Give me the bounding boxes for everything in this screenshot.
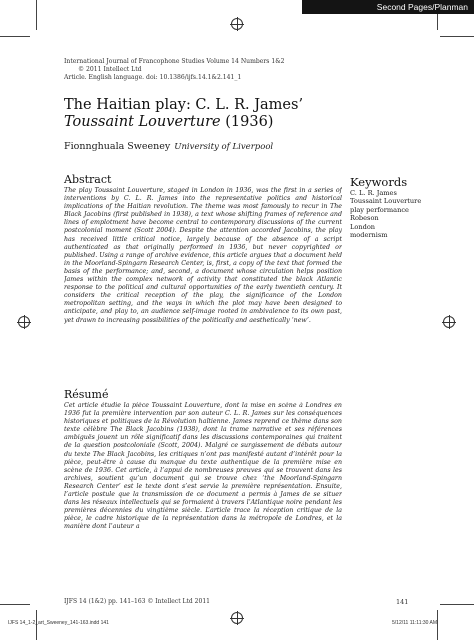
resume-heading: Résumé [64, 388, 109, 401]
footer-citation: IJFS 14 (1&2) pp. 141–163 © Intellect Ltd 2011 [64, 598, 210, 605]
author-name: Fionnghuala Sweeney [64, 141, 171, 152]
abstract-text: The play Toussaint Louverture, staged in London in 1936, was the first in a series of interventions by C. L. R. James into the representative politics and historical implications of the Haitian revolution. The theme was most famously to recur in The Black Jacobins (first published in 1938), a text whose shifting frames of reference and lines of emplotment have become central to contemporary discussions of the current postcolonial moment (Scott 2004). Despite the attention accorded Jacobins, the play has received little critical notice, largely because of the absence of a script authenticated as that originally performed in 1936, but never copyrighted or published. Using a range of archive evidence, this article argues that a document held in the Moorland-Spingarn Research Center, is, first, a copy of the text that formed the basis of the performance; and, second, a document whose circulation helps position James within the complex network of activity that constituted the black Atlantic response to the political and cultural opportunities of the early twentieth century. It considers the critical reception of the play, the significance of the London metropolitan setting, and the ways in which the plot may have been designed to anticipate, and play to, an audience self-image rooted in ambivalence to its own past, yet drawn to increasing possibilities of the politically and aesthetically ‘new’. [64, 187, 342, 324]
crop-mark [437, 610, 438, 640]
copyright-line: © 2011 Intellect Ltd [78, 66, 142, 73]
resume-text: Cet article étudie la pièce Toussaint Louverture, dont la mise en scène à Londres en 1936 fut la première intervention par son auteur C. L. R. James sur les conséquences historiques et politiques de la Révolution haïtienne. James reprend ce thème dans son texte célèbre The Black Jacobins (1938), dont la trame narrative et ses références ambiguës jouent un rôle significatif dans les discussions contemporaines qui traitent de la question postcoloniale (Scott, 2004). Malgré ce surgissement de débats autour du texte The Black Jacobins, les critiques n’ont pas manifesté autant d’intérêt pour la pièce, peut-être à cause du manque du texte authentique de la première mise en scène de 1936. Cet article, à l’appui de nombreuses preuves qui se trouvent dans les archives, soutient qu’un document qui se trouve chez ‘the Moorland-Spingarn Research Center’ est le texte dont s’est servie la première représentation. Ensuite, l’article postule que la transmission de ce document a permis à James de se situer dans les réseaux intellectuels qui se formaient à travers l’Atlantique noire pendant les premières décennies du vingtième siècle. L’article trace la réception critique de la pièce, le cadre historique de la représentation dans la métropole de Londres, et la manière dont l’auteur a [64, 402, 342, 531]
play-year: (1936) [220, 114, 274, 130]
author-affiliation: University of Liverpool [174, 142, 274, 152]
registration-mark-icon [231, 18, 243, 30]
keyword-item: Toussaint Louverture [350, 197, 422, 206]
crop-mark [36, 0, 37, 30]
crop-mark [0, 604, 30, 605]
slug-datetime: 5/12/11 11:11:30 AM [392, 620, 438, 626]
registration-mark-icon [443, 316, 455, 328]
crop-mark [437, 14, 438, 30]
registration-mark-icon [231, 612, 243, 624]
journal-info: International Journal of Francophone Studies Volume 14 Numbers 1&2 [64, 58, 285, 65]
keyword-item: London [350, 222, 376, 231]
crop-mark [0, 36, 30, 37]
article-title: The Haitian play: C. L. R. James’ [64, 97, 304, 113]
crop-mark [440, 36, 474, 37]
author-line [64, 141, 273, 152]
keywords-heading: Keywords [350, 175, 408, 189]
keyword-item: Robeson [350, 214, 379, 223]
page-number: 141 [396, 598, 409, 606]
article-info: Article. English language. doi: 10.1386/ijfs.14.1&2.141_1 [64, 74, 242, 81]
slug-filename: IJFS 14_1-2_art_Sweeney_141-163.indd 141 [8, 620, 109, 626]
keyword-item: play performance [350, 205, 409, 214]
play-title: Toussaint Louverture [64, 114, 221, 130]
abstract-heading: Abstract [64, 173, 112, 186]
registration-mark-icon [18, 316, 30, 328]
keywords-list [350, 189, 421, 239]
pages-banner: Second Pages/Planman [302, 0, 474, 14]
article-title-line2 [64, 114, 273, 131]
crop-mark [440, 604, 474, 605]
keyword-item: modernism [350, 231, 388, 240]
keyword-item: C. L. R. James [350, 189, 397, 197]
